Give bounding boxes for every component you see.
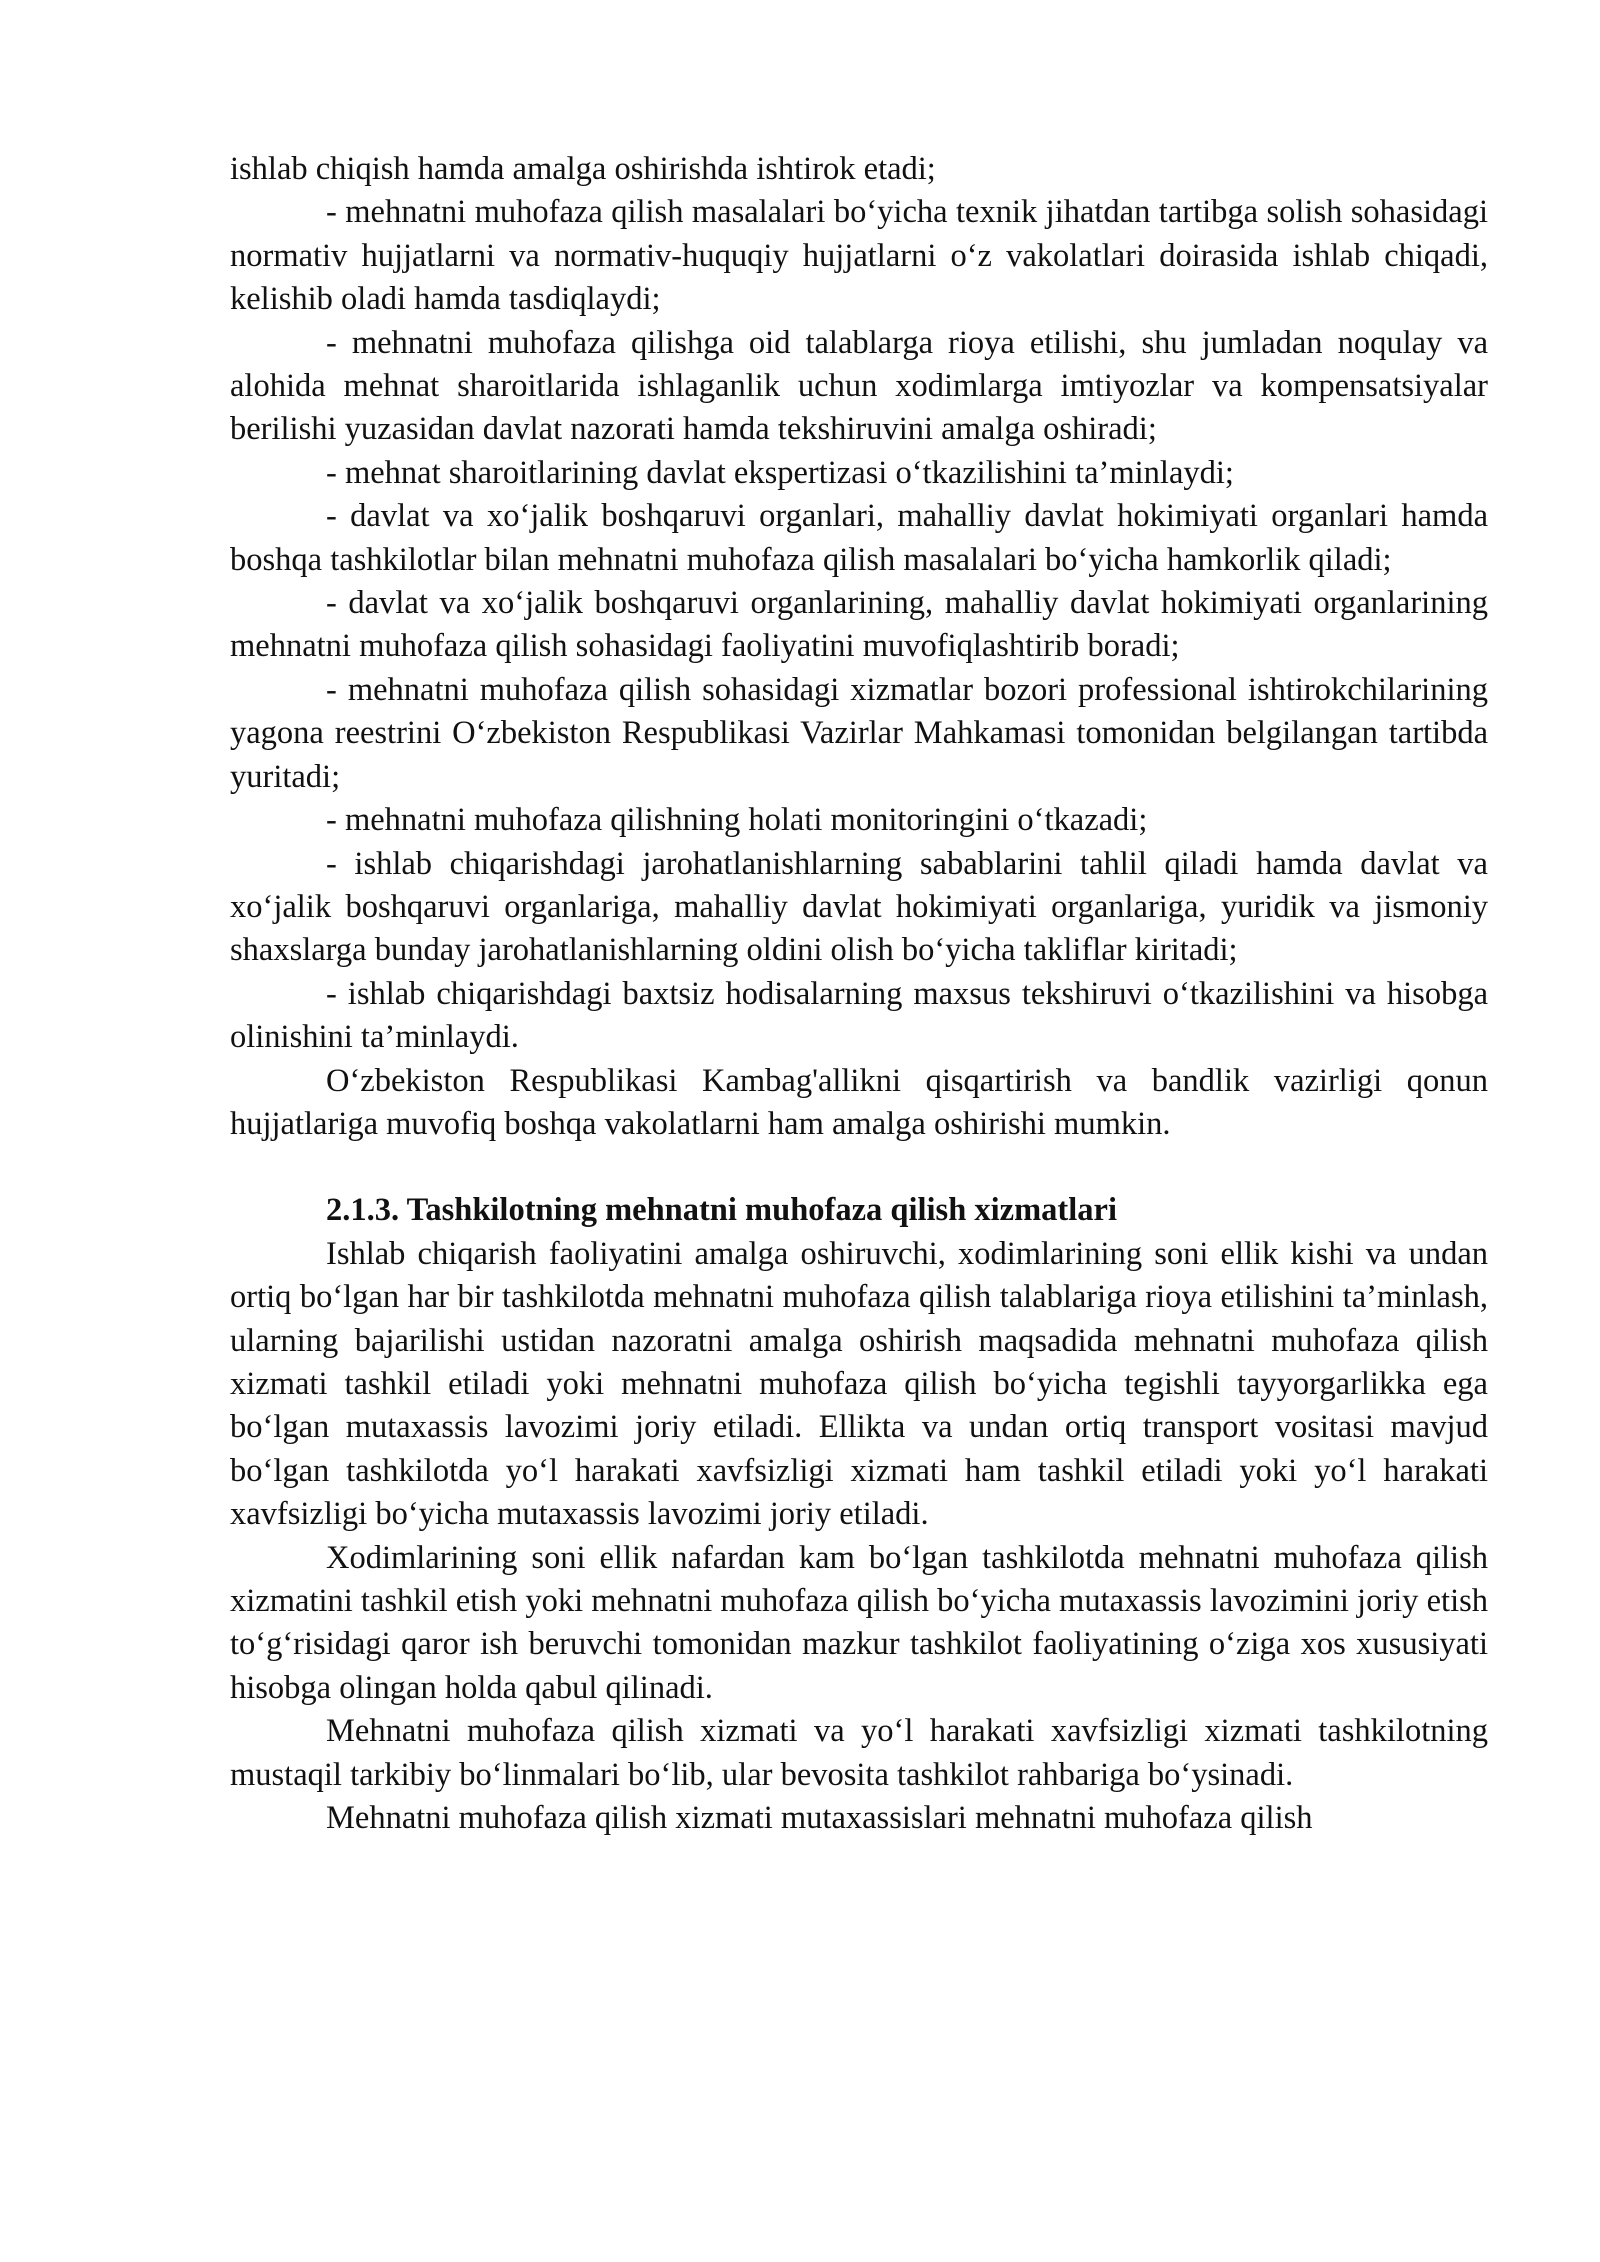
paragraph: - mehnat sharoitlarining davlat ekspertizasi o‘tkazilishini ta’minlaydi; xyxy=(326,454,1234,491)
paragraph: Mehnatni muhofaza qilish xizmati mutaxassislari mehnatni muhofaza qilish xyxy=(326,1800,1313,1837)
paragraph: Xodimlarining soni ellik nafardan kam bo‘lgan tashkilotda mehnatni muhofaza qilish xizmatini tashkil etish yoki mehnatni muhofaza qilish bo‘yicha mutaxassis lavozimini joriy etish to‘g‘risidagi qaror ish beruvchi tomonidan mazkur tashkilot faoliyatining o‘ziga xos xususiyati hisobga olingan holda qabul qilinadi. xyxy=(230,1539,1488,1706)
paragraph: O‘zbekiston Respublikasi Kambag'allikni qisqartirish va bandlik vazirligi qonun hujjatlariga muvofiq boshqa vakolatlarni ham amalga oshirishi mumkin. xyxy=(230,1062,1488,1142)
paragraph: - davlat va xo‘jalik boshqaruvi organlari, mahalliy davlat hokimiyati organlari hamda boshqa tashkilotlar bilan mehnatni muhofaza qilish masalalari bo‘yicha hamkorlik qiladi; xyxy=(230,498,1488,578)
paragraph: - mehnatni muhofaza qilish masalalari bo‘yicha texnik jihatdan tartibga solish sohasidagi normativ hujjatlarni va normativ-huquqiy hujjatlarni o‘z vakolatlari doirasida ishlab chiqadi, kelishib oladi hamda tasdiqlaydi; xyxy=(230,194,1488,318)
paragraph-group-bottom xyxy=(230,1233,1488,1841)
paragraph: - mehnatni muhofaza qilishga oid talablarga rioya etilishi, shu jumladan noqulay va alohida mehnat sharoitlarida ishlaganlik uchun xodimlarga imtiyozlar va kompensatsiyalar berilishi yuzasidan davlat nazorati hamda tekshiruvini amalga oshiradi; xyxy=(230,324,1488,448)
paragraph: ishlab chiqish hamda amalga oshirishda ishtirok etadi; xyxy=(230,151,936,187)
paragraph: - davlat va xo‘jalik boshqaruvi organlarining, mahalliy davlat hokimiyati organlarining mehnatni muhofaza qilish sohasidagi faoliyatini muvofiqlashtirib boradi; xyxy=(230,585,1488,665)
paragraph: - mehnatni muhofaza qilishning holati monitoringini o‘tkazadi; xyxy=(326,802,1148,839)
paragraph-group-top xyxy=(230,148,1488,1146)
paragraph: Mehnatni muhofaza qilish xizmati va yo‘l harakati xavfsizligi xizmati tashkilotning mustaqil tarkibiy bo‘linmalari bo‘lib, ular bevosita tashkilot rahbariga bo‘ysinadi. xyxy=(230,1713,1488,1793)
document-body xyxy=(230,148,1488,1840)
paragraph: - mehnatni muhofaza qilish sohasidagi xizmatlar bozori professional ishtirokchilarining yagona reestrini O‘zbekiston Respublikasi Vazirlar Mahkamasi tomonidan belgilangan tartibda yuritadi; xyxy=(230,671,1488,795)
section-heading: 2.1.3. Tashkilotning mehnatni muhofaza qilish xizmatlari xyxy=(326,1192,1117,1229)
paragraph: - ishlab chiqarishdagi baxtsiz hodisalarning maxsus tekshiruvi o‘tkazilishini va hisobga olinishini ta’minlaydi. xyxy=(230,975,1488,1056)
paragraph: Ishlab chiqarish faoliyatini amalga oshiruvchi, xodimlarining soni ellik kishi va undan ortiq bo‘lgan har bir tashkilotda mehnatni muhofaza qilish talablariga rioya etilishini ta’minlash, ularning bajarilishi ustidan nazoratni amalga oshirish maqsadida mehnatni muhofaza qilish xizmati tashkil etiladi yoki mehnatni muhofaza qilish bo‘yicha tegishli tayyorgarlikka ega bo‘lgan mutaxassis lavozimi joriy etiladi. Ellikta va undan ortiq transport vositasi mavjud bo‘lgan tashkilotda yo‘l harakati xavfsizligi xizmati ham tashkil etiladi yoki yo‘l harakati xavfsizligi bo‘yicha mutaxassis lavozimi joriy etiladi. xyxy=(230,1235,1488,1533)
paragraph: - ishlab chiqarishdagi jarohatlanishlarning sabablarini tahlil qiladi hamda davlat va xo‘jalik boshqaruvi organlariga, mahalliy davlat hokimiyati organlariga, yuridik va jismoniy shaxslarga bunday jarohatlanishlarning oldini olish bo‘yicha takliflar kiritadi; xyxy=(230,845,1488,969)
